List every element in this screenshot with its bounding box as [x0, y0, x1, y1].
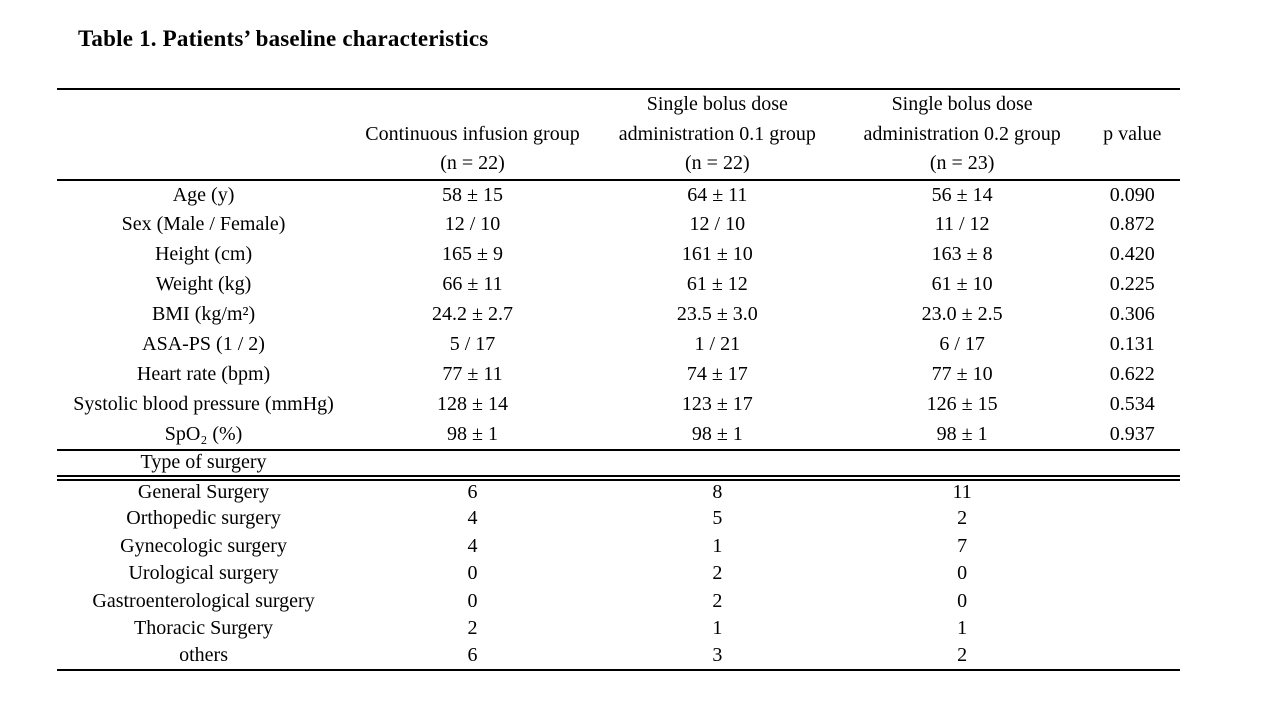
table-row: [57, 300, 1180, 330]
group-value-cell: 11 / 12: [934, 213, 990, 235]
p-value-cell: 0.225: [1109, 273, 1155, 295]
header-line: [1085, 90, 1180, 120]
group-value-cell: 2: [467, 617, 478, 640]
header-line: [57, 149, 350, 179]
column-header-continuous-infusion: [350, 89, 595, 180]
group-value-cell: 66 ± 11: [442, 273, 503, 295]
group-value-cell: 123 ± 17: [681, 393, 753, 415]
table-row: [57, 505, 1180, 533]
row-label: Gynecologic surgery: [120, 534, 287, 557]
group-value-cell: 24.2 ± 2.7: [432, 303, 513, 325]
p-value-cell: 0.622: [1109, 363, 1155, 385]
header-line: Continuous infusion group: [365, 122, 580, 145]
column-header-bolus-0-1: [595, 89, 840, 180]
group-value-cell: 64 ± 11: [687, 183, 748, 206]
p-value-cell: [1085, 478, 1180, 506]
group-value-cell: 163 ± 8: [931, 243, 993, 265]
group-value-cell: 23.0 ± 2.5: [921, 303, 1003, 325]
p-value-cell: [1085, 505, 1180, 533]
group-value-cell: 6: [467, 644, 478, 667]
table-row: [57, 643, 1180, 671]
header-line: administration 0.1 group: [618, 122, 816, 145]
section-header-row: [57, 450, 1180, 478]
group-value-cell: 3: [712, 644, 723, 667]
group-value-cell: 61 ± 12: [686, 273, 748, 295]
group-value-cell: 0: [467, 589, 478, 612]
group-value-cell: 1: [712, 534, 723, 557]
table-row: [57, 330, 1180, 360]
group-value-cell: 126 ± 15: [926, 393, 998, 415]
row-label: Thoracic Surgery: [134, 617, 274, 640]
row-label: Height (cm): [154, 243, 253, 265]
p-value-cell: [1085, 533, 1180, 561]
group-value-cell: 98 ± 1: [447, 422, 498, 445]
column-header-p-value: [1085, 89, 1180, 180]
table-row: [57, 420, 1180, 450]
group-value-cell: 77 ± 10: [931, 363, 993, 385]
row-label: Systolic blood pressure (mmHg): [73, 393, 334, 415]
group-value-cell: 11: [952, 481, 972, 504]
header-line: Single bolus dose: [646, 93, 788, 115]
table-row: [57, 360, 1180, 390]
header-line: Single bolus dose: [891, 93, 1033, 115]
row-label: BMI (kg/m²): [151, 303, 256, 325]
p-value-cell: 0.534: [1109, 393, 1155, 415]
group-value-cell: 1: [957, 617, 968, 640]
group-value-cell: 7: [957, 534, 968, 557]
group-value-cell: 77 ± 11: [442, 363, 503, 385]
table-row: [57, 240, 1180, 270]
surgery-section: [57, 450, 1180, 478]
group-value-cell: 2: [712, 562, 723, 585]
row-label: Age (y): [172, 183, 235, 206]
p-value-cell: [1085, 588, 1180, 616]
table-row: [57, 210, 1180, 240]
group-value-cell: 58 ± 15: [442, 183, 503, 206]
group-value-cell: 6: [467, 481, 478, 504]
header-line: p value: [1103, 122, 1162, 145]
group-value-cell: 23.5 ± 3.0: [676, 303, 758, 325]
group-value-cell: 5 / 17: [449, 333, 496, 355]
group-value-cell: 2: [957, 644, 968, 667]
group-value-cell: 2: [712, 589, 723, 612]
p-value-cell: [1085, 560, 1180, 588]
group-value-cell: 0: [957, 589, 968, 612]
table-row: [57, 180, 1180, 210]
header-line: administration 0.2 group: [863, 122, 1061, 145]
p-value-cell: 0.090: [1109, 183, 1155, 206]
group-value-cell: 98 ± 1: [691, 422, 743, 445]
table-title: Table 1. Patients’ baseline characteristics: [78, 26, 489, 51]
p-value-cell: 0.131: [1109, 333, 1155, 355]
group-value-cell: 128 ± 14: [437, 393, 508, 415]
group-value-cell: 61 ± 10: [931, 273, 993, 295]
group-value-cell: 1: [712, 617, 723, 640]
group-value-cell: 56 ± 14: [931, 183, 993, 206]
header-line: [350, 90, 595, 120]
p-value-cell: 0.306: [1109, 303, 1155, 325]
table-row: [57, 615, 1180, 643]
group-value-cell: 98 ± 1: [936, 422, 988, 445]
row-label: Weight (kg): [155, 273, 252, 295]
group-value-cell: 6 / 17: [939, 333, 985, 355]
section-title: Type of surgery: [57, 450, 350, 478]
group-value-cell: 2: [957, 507, 968, 530]
p-value-cell: [1085, 643, 1180, 671]
table-row: [57, 478, 1180, 506]
row-label: SpO₂ (%): [164, 422, 243, 445]
group-value-cell: 74 ± 17: [686, 363, 748, 385]
column-header-bolus-0-2: [840, 89, 1085, 180]
row-label: others: [179, 644, 228, 667]
header-line: (n = 23): [929, 152, 995, 174]
header-line: [1085, 149, 1180, 179]
row-label: Gastroenterological surgery: [92, 589, 315, 612]
table-row: [57, 270, 1180, 300]
table-header: [57, 89, 1180, 180]
row-label: Heart rate (bpm): [136, 363, 271, 385]
group-value-cell: 0: [467, 562, 478, 585]
group-value-cell: 165 ± 9: [442, 243, 503, 265]
row-label: Orthopedic surgery: [126, 507, 281, 530]
table-row: [57, 533, 1180, 561]
group-value-cell: 1 / 21: [694, 333, 741, 355]
row-label: Sex (Male / Female): [121, 213, 286, 235]
table-row: [57, 390, 1180, 420]
p-value-cell: 0.937: [1109, 422, 1155, 445]
header-line: [57, 120, 350, 150]
group-value-cell: 5: [712, 507, 723, 530]
group-value-cell: 4: [467, 507, 478, 530]
header-line: (n = 22): [685, 152, 750, 174]
table-row: [57, 560, 1180, 588]
group-value-cell: 161 ± 10: [681, 243, 753, 265]
surgery-rows: [57, 478, 1180, 671]
header-line: (n = 22): [440, 152, 505, 174]
table-row: [57, 588, 1180, 616]
group-value-cell: 4: [467, 534, 478, 557]
p-value-cell: [1085, 615, 1180, 643]
group-value-cell: 12 / 10: [444, 213, 501, 235]
header-row: [57, 89, 1180, 180]
row-label: ASA-PS (1 / 2): [142, 333, 265, 355]
header-line: [57, 90, 350, 120]
baseline-characteristics-table: [57, 88, 1180, 671]
column-header-parameter: [57, 89, 350, 180]
empty-cell: [350, 450, 1180, 478]
row-label: General Surgery: [137, 481, 270, 504]
baseline-rows: [57, 180, 1180, 450]
group-value-cell: 8: [712, 481, 723, 504]
group-value-cell: 0: [957, 562, 968, 585]
row-label: Urological surgery: [128, 562, 279, 585]
p-value-cell: 0.872: [1109, 213, 1155, 235]
p-value-cell: 0.420: [1109, 243, 1155, 265]
group-value-cell: 12 / 10: [689, 213, 746, 235]
